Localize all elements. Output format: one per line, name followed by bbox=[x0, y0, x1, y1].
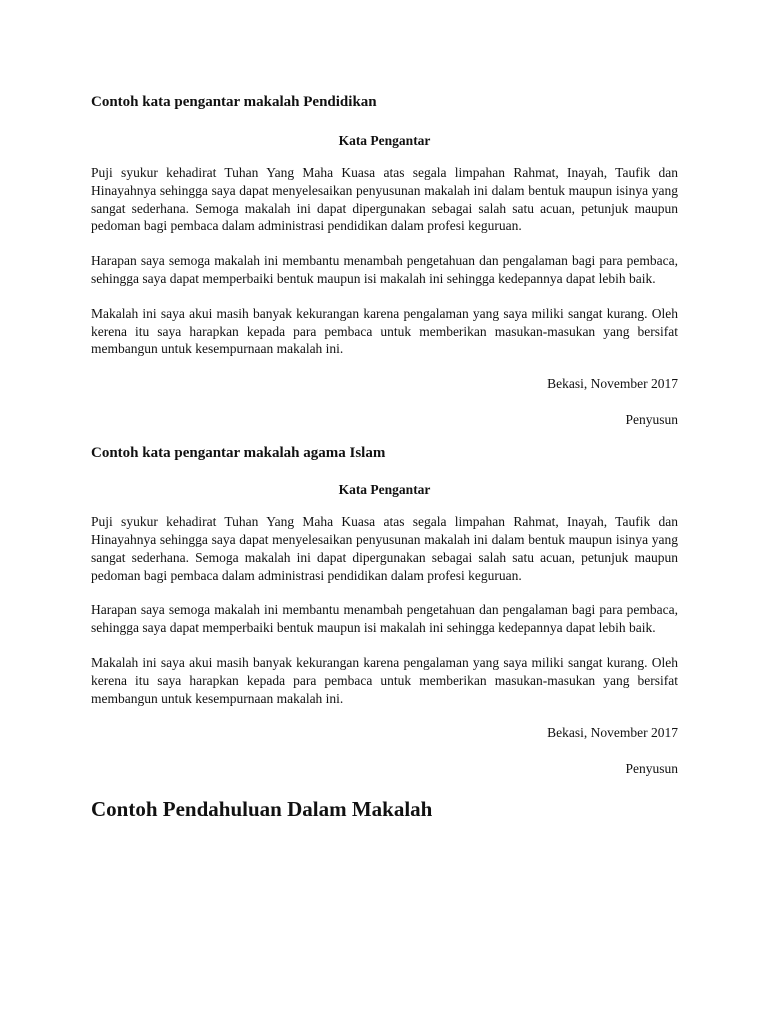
paragraph: Puji syukur kehadirat Tuhan Yang Maha Kuasa atas segala limpahan Rahmat, Inayah, Taufik dan Hinayahnya sehingga saya dapat menyelesaikan penyusunan makalah ini dalam bentuk maupun isinya yang sangat sederhana. Semoga makalah ini dapat dipergunakan sebagai salah satu acuan, petunjuk maupun pedoman bagi pembaca dalam administrasi pendidikan dalam profesi keguruan. bbox=[91, 165, 678, 234]
paragraph: Harapan saya semoga makalah ini membantu menambah pengetahuan dan pengalaman bagi para pembaca, sehingga saya dapat memperbaiki bentuk maupun isi makalah ini sehingga kedepannya dapat lebih baik. bbox=[91, 602, 678, 636]
place-date: Bekasi, November 2017 bbox=[547, 376, 678, 392]
author-signature: Penyusun bbox=[625, 412, 678, 428]
document-page bbox=[91, 92, 678, 822]
section-heading-pendidikan: Contoh kata pengantar makalah Pendidikan bbox=[91, 94, 377, 110]
pendahuluan-heading: Contoh Pendahuluan Dalam Makalah bbox=[91, 797, 433, 822]
section-title-kata-pengantar: Kata Pengantar bbox=[338, 133, 431, 148]
section-heading-agama-islam: Contoh kata pengantar makalah agama Islam bbox=[91, 445, 386, 462]
section-title-kata-pengantar: Kata Pengantar bbox=[338, 482, 431, 498]
author-signature: Penyusun bbox=[625, 761, 678, 777]
paragraph: Puji syukur kehadirat Tuhan Yang Maha Kuasa atas segala limpahan Rahmat, Inayah, Taufik dan Hinayahnya sehingga saya dapat menyelesaikan penyusunan makalah ini dalam bentuk maupun isinya yang sangat sederhana. Semoga makalah ini dapat dipergunakan sebagai salah satu acuan, petunjuk maupun pedoman bagi pembaca dalam administrasi pendidikan dalam profesi keguruan. bbox=[91, 514, 678, 583]
paragraph: Harapan saya semoga makalah ini membantu menambah pengetahuan dan pengalaman bagi para pembaca, sehingga saya dapat memperbaiki bentuk maupun isi makalah ini sehingga kedepannya dapat lebih baik. bbox=[91, 253, 678, 286]
paragraph: Makalah ini saya akui masih banyak kekurangan karena pengalaman yang saya miliki sangat kurang. Oleh kerena itu saya harapkan kepada para pembaca untuk memberikan masukan-masukan yang bersifat membangun untuk kesempurnaan makalah ini. bbox=[91, 305, 678, 357]
place-date: Bekasi, November 2017 bbox=[547, 725, 678, 741]
paragraph: Makalah ini saya akui masih banyak kekurangan karena pengalaman yang saya miliki sangat kurang. Oleh kerena itu saya harapkan kepada para pembaca untuk memberikan masukan-masukan yang bersifat membangun untuk kesempurnaan makalah ini. bbox=[91, 654, 678, 706]
